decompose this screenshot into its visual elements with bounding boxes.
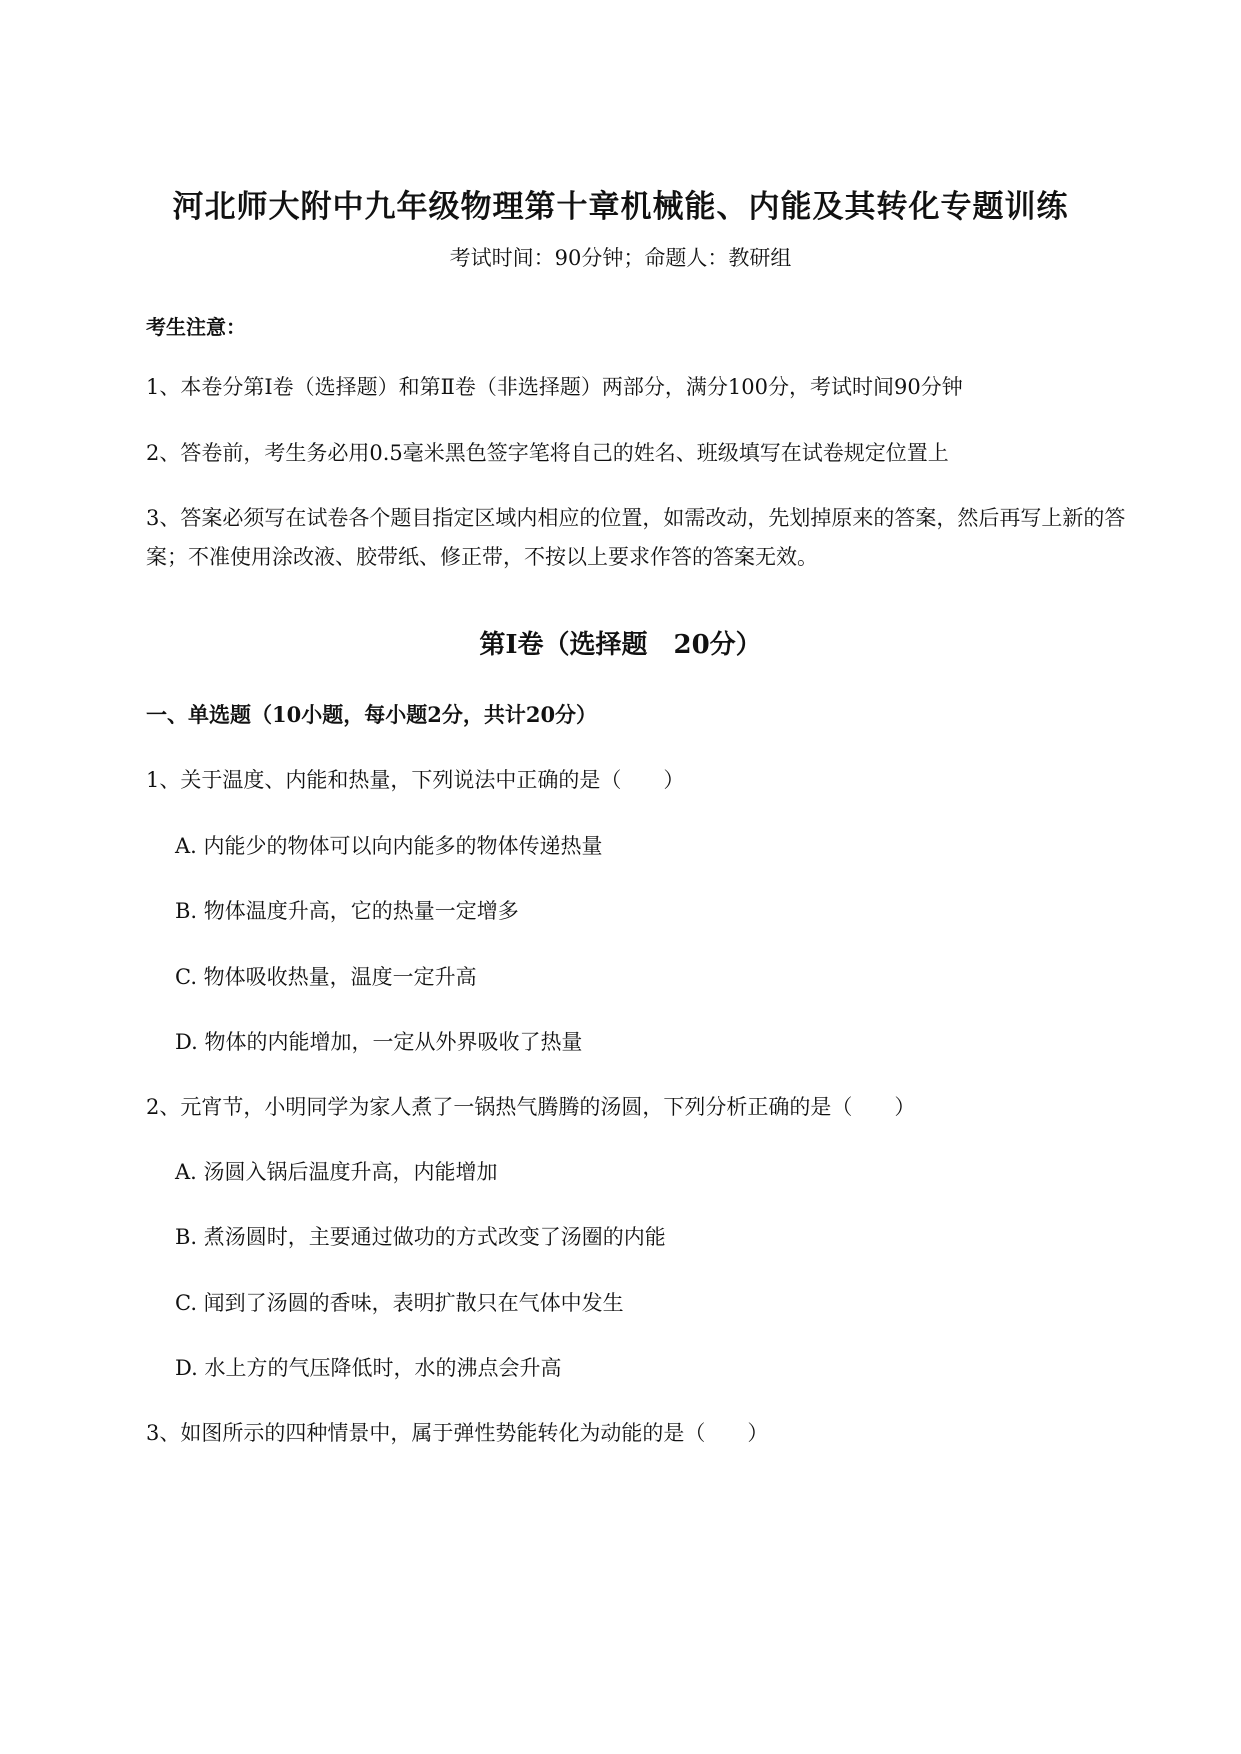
answer-option: A. 汤圆入锅后温度升高，内能增加 [175, 1160, 498, 1184]
document-title: 河北师大附中九年级物理第十章机械能、内能及其转化专题训练 [172, 189, 1069, 225]
answer-option: C. 闻到了汤圆的香味，表明扩散只在气体中发生 [175, 1291, 624, 1315]
question-stem: 1、关于温度、内能和热量，下列说法中正确的是（ ） [146, 768, 685, 792]
answer-option: B. 煮汤圆时，主要通过做功的方式改变了汤圈的内能 [175, 1225, 666, 1249]
notice-heading: 考生注意： [146, 315, 246, 339]
section-title: 第I卷（选择题 20分） [479, 630, 762, 660]
question-stem: 2、元宵节，小明同学为家人煮了一锅热气腾腾的汤圆，下列分析正确的是（ ） [146, 1095, 916, 1119]
part-heading: 一、单选题（10小题，每小题2分，共计20分） [146, 702, 598, 727]
notice-item: 1、本卷分第I卷（选择题）和第Ⅱ卷（非选择题）两部分，满分100分，考试时间90分钟 [146, 375, 963, 399]
notice-item: 2、答卷前，考生务必用0.5毫米黑色签字笔将自己的姓名、班级填写在试卷规定位置上 [146, 441, 949, 465]
notice-item: 3、答案必须写在试卷各个题目指定区域内相应的位置，如需改动，先划掉原来的答案，然后再写上新的答案；不准使用涂改液、胶带纸、修正带，不按以上要求作答的答案无效。 [146, 506, 1126, 569]
document-subtitle: 考试时间：90分钟；命题人：教研组 [449, 246, 792, 270]
answer-option: B. 物体温度升高，它的热量一定增多 [175, 899, 519, 923]
answer-option: A. 内能少的物体可以向内能多的物体传递热量 [175, 834, 603, 858]
answer-option: D. 物体的内能增加，一定从外界吸收了热量 [175, 1030, 583, 1054]
question-stem: 3、如图所示的四种情景中，属于弹性势能转化为动能的是（ ） [146, 1421, 769, 1445]
answer-option: D. 水上方的气压降低时，水的沸点会升高 [175, 1356, 562, 1380]
answer-option: C. 物体吸收热量，温度一定升高 [175, 965, 477, 989]
